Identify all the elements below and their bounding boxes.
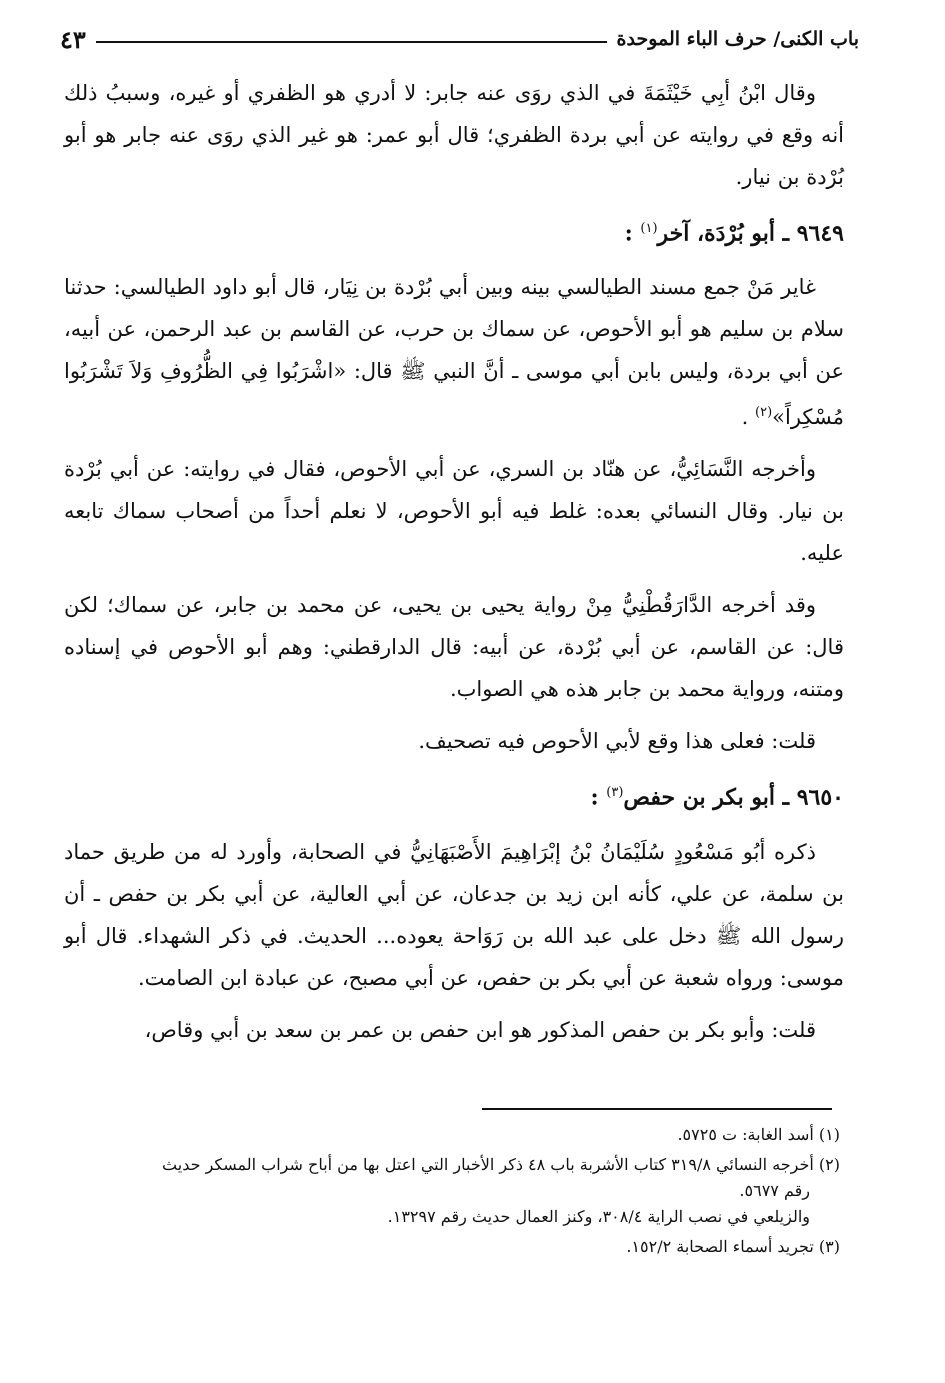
footnote-2-line-2: رقم ٥٦٧٧. — [739, 1181, 810, 1200]
footnote-2 — [60, 1152, 840, 1230]
running-header — [60, 22, 859, 56]
paragraph-4: وقد أخرجه الدَّارَقُطْنِيُّ مِنْ رواية يحيى بن يحيى، عن محمد بن جابر، عن سماك؛ لكن قال: عن القاسم، عن أبي بُرْدة، عن أبيه: قال الدارقطني: وهم أبو الأحوص في إسناده ومتنه، ورواية محمد بن جابر هذه هي الصواب. — [64, 593, 844, 702]
footnote-ref-1[interactable]: (١) — [640, 221, 658, 236]
paragraph-7: قلت: وأبو بكر بن حفص المذكور هو ابن حفص بن عمر بن سعد بن أبي وقاص، — [144, 1017, 816, 1042]
entry-heading-9649 — [64, 208, 844, 254]
section-title: باب الكنى/ حرف الباء الموحدة — [616, 28, 859, 50]
paragraph-3: وأخرجه النَّسَائِيُّ، عن هنّاد بن السري، عن أبي الأحوص، فقال في روايته: عن أبي بُرْدة بن نيار. وقال النسائي بعده: غلط فيه أبو الأحوص، لا نعلم أحداً من أصحاب سماك تابعه عليه. — [64, 457, 844, 566]
footnote-2-line-1: (٢) أخرجه النسائي ٣١٩/٨ كتاب الأشربة باب ٤٨ ذكر الأخبار التي اعتل بها من أباح شراب المسكر حديث — [162, 1155, 840, 1174]
footnotes — [60, 1122, 840, 1264]
entry-colon: : — [624, 220, 633, 247]
footnote-3: (٣) تجريد أسماء الصحابة ١٥٢/٢. — [626, 1237, 840, 1256]
footnote-1: (١) أسد الغابة: ت ٥٧٢٥. — [677, 1125, 840, 1144]
paragraph-2-end: . — [741, 405, 749, 430]
footnote-ref-3[interactable]: (٣) — [606, 785, 624, 801]
header-rule — [96, 41, 607, 43]
footnote-2-line-3: والزيلعي في نصب الراية ٣٠٨/٤، وكنز العمال حديث رقم ١٣٢٩٧. — [387, 1207, 810, 1226]
footnote-ref-2[interactable]: (٢) — [755, 405, 773, 421]
main-text — [64, 72, 844, 1061]
paragraph-2-text: غاير مَنْ جمع مسند الطيالسي بينه وبين أبي بُرْدة بن نِيَار، قال أبو داود الطيالسي: حدثنا سلام بن سليم هو أبو الأحوص، عن سماك بن حرب، عن القاسم بن عبد الرحمن، عن أبيه، عن أبي بردة، وليس بابن أبي موسى ـ أنَّ النبي ﷺ قال: «اشْرَبُوا فِي الظُّرُوفِ وَلاَ تَشْرَبُوا مُسْكِراً» — [64, 275, 844, 430]
page-number: ٤٣ — [60, 24, 86, 54]
footnote-rule — [482, 1108, 832, 1110]
paragraph-6: ذكره أبُو مَسْعُودٍ سُلَيْمَانُ بْنُ إبْرَاهِيمَ الأَصْبَهَانِيُّ في الصحابة، وأورد له من طريق حماد بن سلمة، عن علي، كأنه ابن زيد بن جدعان، عن أبي العالية، عن أبي بكر بن حفص ـ أن رسول الله ﷺ دخل على عبد الله بن رَوَاحة يعوده... الحديث. في ذكر الشهداء. قال أبو موسى: ورواه شعبة عن أبي بكر بن حفص، عن أبي مصبح، عن عبادة ابن الصامت. — [64, 839, 844, 990]
paragraph-5: قلت: فعلى هذا وقع لأبي الأحوص فيه تصحيف. — [418, 729, 816, 754]
entry-colon: : — [590, 784, 599, 811]
paragraph-2 — [64, 266, 844, 438]
entry-title: ٩٦٥٠ ـ أبو بكر بن حفص — [623, 784, 844, 811]
paragraph-1: وقال ابْنُ أبِي خَيْثَمَةَ في الذي روَى عنه جابر: لا أدري هو الظفري أو غيره، وسببُ ذلك أنه وقع في روايته عن أبي بردة الظفري؛ قال أبو عمر: هو غير الذي روَى عنه جابر هو أبو بُرْدة بن نيار. — [64, 81, 844, 189]
entry-heading-9650 — [64, 772, 844, 818]
entry-title: ٩٦٤٩ ـ أبو بُرْدَة، آخر — [657, 220, 844, 247]
